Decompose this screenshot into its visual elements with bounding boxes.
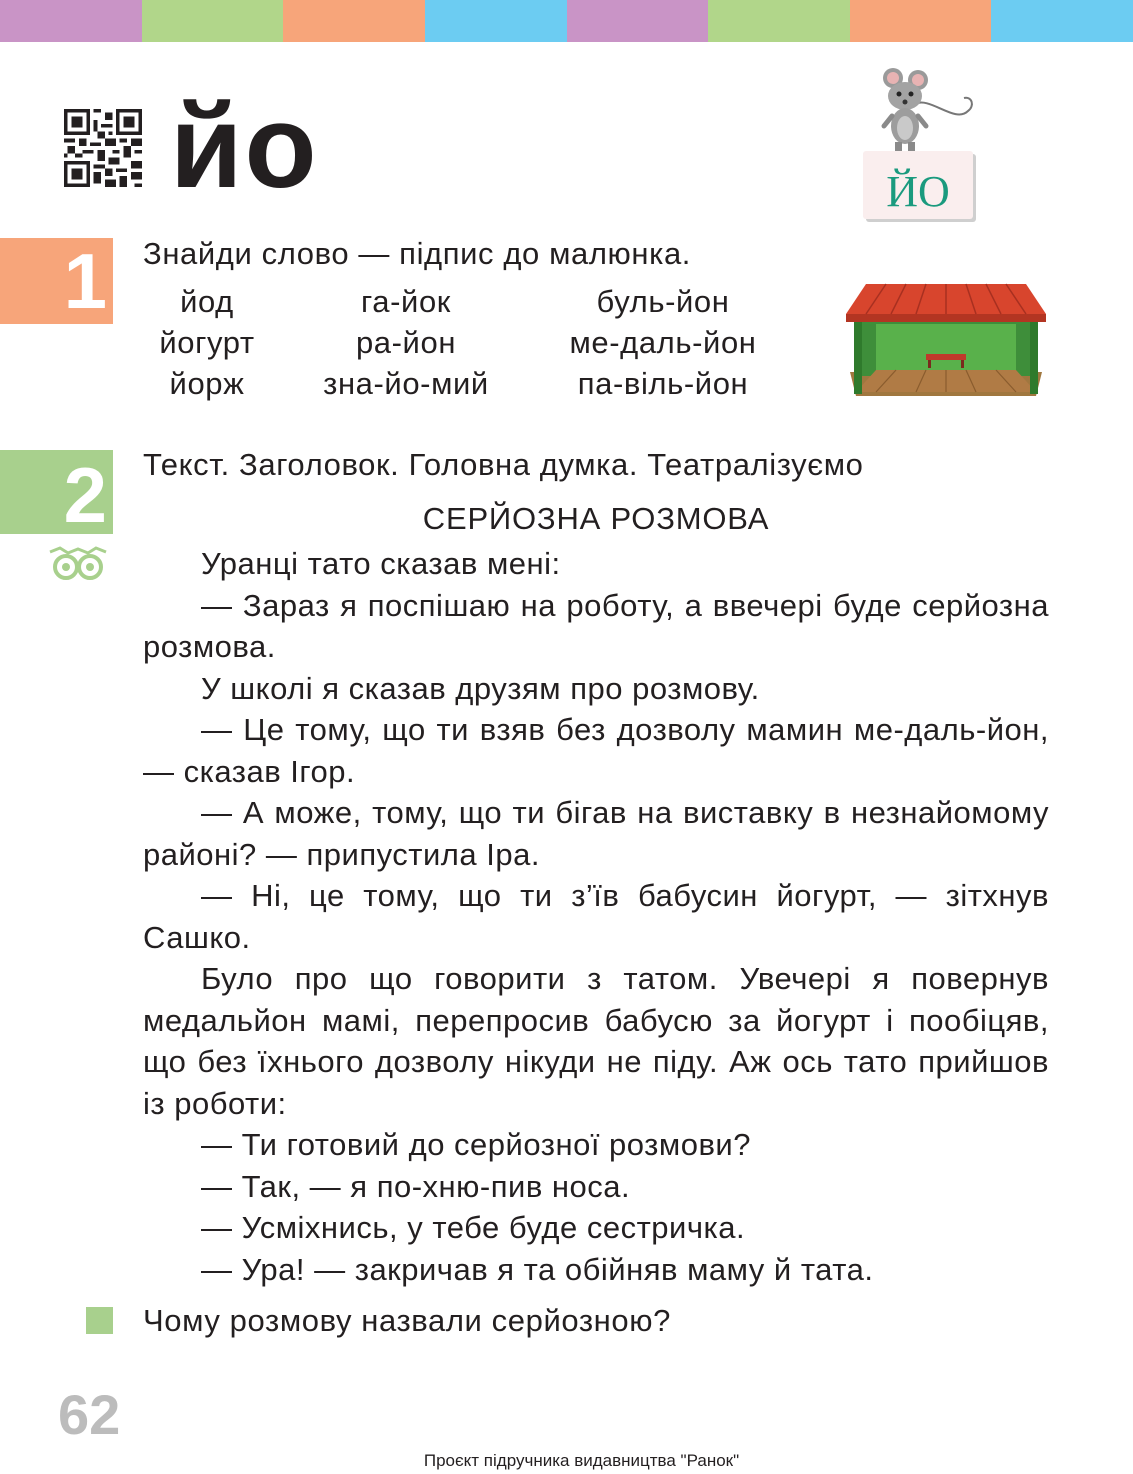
stripe-segment (142, 0, 284, 42)
page-number: 62 (58, 1383, 121, 1446)
story-question: Чому розмову назвали серйозною? (143, 1303, 671, 1338)
story-paragraph: Було про що говорити з татом. Увечері я повернув медальйон мамі, перепросив бабусю за йогурт і пообіцяв, що без їхнього дозволу нікуди не піду. Аж ось тато прийшов із роботи: (143, 961, 1049, 1121)
word-column (543, 281, 783, 404)
qr-code-icon[interactable] (64, 109, 142, 187)
theatre-glasses-icon (46, 546, 110, 580)
pavilion-picture (846, 280, 1046, 398)
stripe-segment (567, 0, 709, 42)
stripe-segment (283, 0, 425, 42)
stripe-segment (708, 0, 850, 42)
word: йогурт (159, 325, 255, 360)
word: га-йок (361, 284, 451, 319)
color-stripe (0, 0, 1133, 42)
task1-instruction: Знайди слово — підпис до малюнка. (143, 236, 692, 271)
story-paragraph: У школі я сказав друзям про розмову. (201, 670, 760, 706)
story-text (143, 543, 1049, 1290)
word: ме-даль-йон (569, 325, 757, 360)
word: йорж (169, 366, 245, 401)
page-title: йо (170, 81, 319, 213)
story-paragraph: Уранці тато сказав мені: (201, 546, 561, 581)
footer-note: Проєкт підручника видавництва "Ранок" (423, 1451, 740, 1470)
word: ра-йон (355, 325, 457, 360)
word: па-віль-йон (577, 366, 749, 401)
story-paragraph: — Ти готовий до серйозної розмови? (201, 1127, 751, 1162)
word-list (143, 281, 803, 407)
stripe-segment (425, 0, 567, 42)
story-title: СЕРЙОЗНА РОЗМОВА (422, 501, 770, 536)
story-paragraph: — Усміхнись, у тебе буде сестричка. (201, 1210, 746, 1245)
word-column (301, 281, 511, 404)
task2-heading: Текст. Заголовок. Головна думка. Театралізуємо (143, 447, 864, 482)
stripe-segment (0, 0, 142, 42)
task-number-2: 2 (0, 450, 113, 534)
card-letters: ЙО (886, 167, 950, 216)
question-bullet (86, 1307, 113, 1334)
story-paragraph: — А може, тому, що ти бігав на виставку в незнайомому районі? — припустила Іра. (143, 795, 1049, 872)
stripe-segment (850, 0, 992, 42)
story-paragraph: — Ура! — закричав я та обійняв маму й тата. (201, 1251, 874, 1287)
story-paragraph: — Ні, це тому, що ти з’їв бабусин йогурт, — зітхнув Сашко. (143, 878, 1049, 955)
word: йод (180, 284, 234, 319)
story-paragraph: — Так, — я по-хню-пив носа. (201, 1168, 631, 1204)
task-number-1: 1 (0, 238, 113, 324)
stripe-segment (991, 0, 1133, 42)
word: буль-йон (596, 284, 730, 319)
word: зна-йо-мий (323, 366, 489, 401)
story-paragraph: — Це тому, що ти взяв без дозволу мамин ме-даль-йон, — сказав Ігор. (143, 712, 1049, 789)
story-paragraph: — Зараз я поспішаю на роботу, а ввечері буде серйозна розмова. (143, 587, 1049, 664)
word-column (143, 281, 271, 404)
mouse-letter-card-icon (860, 66, 980, 226)
